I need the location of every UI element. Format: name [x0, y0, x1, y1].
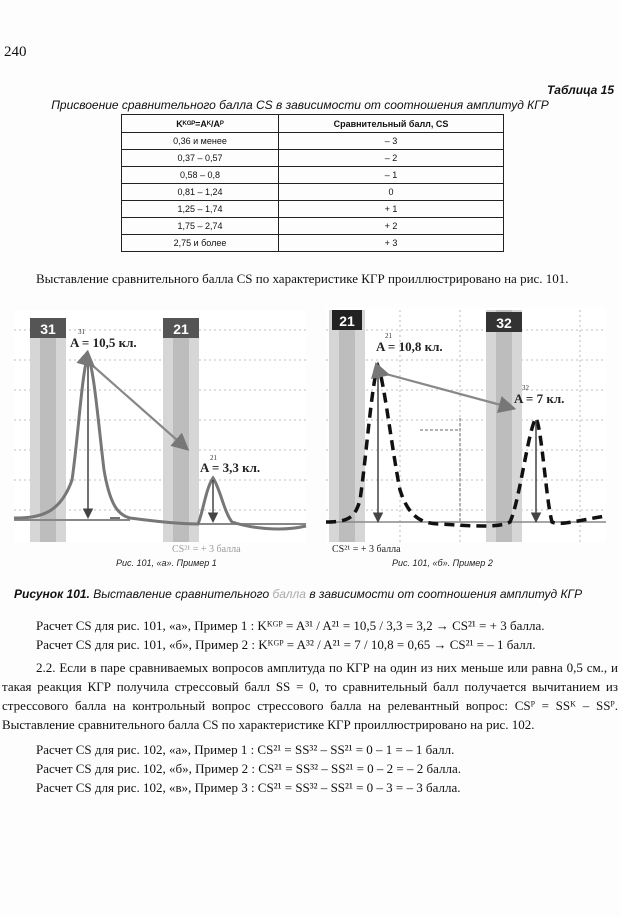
table-cell: + 2 [279, 218, 504, 235]
figure-caption-b: Рис. 101, «б». Пример 2 [392, 558, 493, 568]
panel-left [14, 310, 306, 568]
table-cell: 0,36 и менее [122, 133, 279, 150]
panel-right [326, 308, 606, 568]
figure-101 [0, 300, 620, 585]
figure-caption-part2: в зависимости от соотношения амплитуд КГР [305, 587, 583, 601]
calc-line: Расчет CS для рис. 102, «в», Пример 3 : CS²¹ = SS³² – SS²¹ = 0 – 3 = – 3 балла. [36, 780, 461, 795]
table-cell: 0,37 – 0,57 [122, 150, 279, 167]
table-row [122, 167, 504, 184]
paragraph: 2.2. Если в паре сравниваемых вопросов амплитуда по КГР на один из них меньше или равна 0,5 см., и такая реакция КГР получила стрессовый балл SS = 0, то сравнительный балл получается вычитанием из стрессового балла на контрольный вопрос стрессового балла на релевантный вопрос: CSᴾ = SSᴷ – SSᴾ. Выставление сравнительного балла CS по характеристике КГР проиллюстрировано на рис. 102. [2, 660, 618, 732]
table-cell: – 2 [279, 150, 504, 167]
figure-caption-part1: Выставление сравнительного [89, 587, 273, 601]
table-caption: Присвоение сравнительного балла CS в зависимости от соотношения амплитуд КГР [51, 98, 549, 112]
table-cell: 0,58 – 0,8 [122, 167, 279, 184]
table-row [122, 133, 504, 150]
peak-label-sup: 32 [522, 384, 529, 392]
cs-table [121, 114, 504, 252]
figure-caption-faded: балла [272, 587, 306, 601]
table-cell: 2,75 и более [122, 235, 279, 252]
tag-text: 32 [496, 315, 512, 331]
peak-label-32: A = 7 кл. [514, 391, 565, 406]
score-label-left: CS²¹ = + 3 балла [172, 544, 241, 555]
table-cell: – 3 [279, 133, 504, 150]
peak-label-sup: 21 [385, 332, 392, 340]
calc-line: Расчет CS для рис. 101, «б», Пример 2 : Kᴷᴳᴾ = A³² / A²¹ = 7 / 10,8 = 0,65 → CS²¹ = – 1 балл. [36, 637, 536, 652]
table-row [122, 150, 504, 167]
intro-text: Выставление сравнительного балла CS по характеристике КГР проиллюстрировано на рис. 101. [36, 271, 569, 286]
table-label: Таблица 15 [546, 83, 614, 97]
table-row [122, 184, 504, 201]
tag-text: 21 [173, 321, 189, 337]
table-header-ratio: Kᴷᴳᴾ=Aᴷ/Aᴾ [122, 115, 279, 133]
figure-caption-bold: Рисунок 101. [14, 587, 90, 601]
page-number: 240 [4, 44, 27, 60]
tag-text: 21 [339, 313, 355, 329]
tag-text: 31 [40, 321, 56, 337]
table-cell: + 1 [279, 201, 504, 218]
table-cell: 1,25 – 1,74 [122, 201, 279, 218]
peak-label-21: A = 3,3 кл. [200, 460, 261, 475]
table-cell: + 3 [279, 235, 504, 252]
calc-line: Расчет CS для рис. 102, «б», Пример 2 : CS²¹ = SS³² – SS²¹ = 0 – 2 = – 2 балла. [36, 761, 461, 776]
score-label-right: CS²¹ = + 3 балла [332, 544, 401, 555]
table-row [122, 201, 504, 218]
peak-label-sup: 21 [210, 454, 217, 462]
figure-caption [14, 587, 582, 601]
table-header-score: Сравнительный балл, CS [279, 115, 504, 133]
table-row [122, 235, 504, 252]
calc-line: Расчет CS для рис. 102, «а», Пример 1 : CS²¹ = SS³² – SS²¹ = 0 – 1 = – 1 балл. [36, 742, 455, 757]
peak-label-sup: 31 [78, 328, 85, 336]
figure-caption-a: Рис. 101, «а». Пример 1 [116, 558, 217, 568]
table-cell: 1,75 – 2,74 [122, 218, 279, 235]
table-cell: – 1 [279, 167, 504, 184]
peak-label-21: A = 10,8 кл. [376, 339, 443, 354]
table-cell: 0 [279, 184, 504, 201]
peak-label-31: A = 10,5 кл. [70, 335, 137, 350]
table-cell: 0,81 – 1,24 [122, 184, 279, 201]
calc-line: Расчет CS для рис. 101, «а», Пример 1 : Kᴷᴳᴾ = A³¹ / A²¹ = 10,5 / 3,3 = 3,2 → CS²¹ = + 3 балла. [36, 618, 545, 633]
table-header-row [122, 115, 504, 133]
table-row [122, 218, 504, 235]
